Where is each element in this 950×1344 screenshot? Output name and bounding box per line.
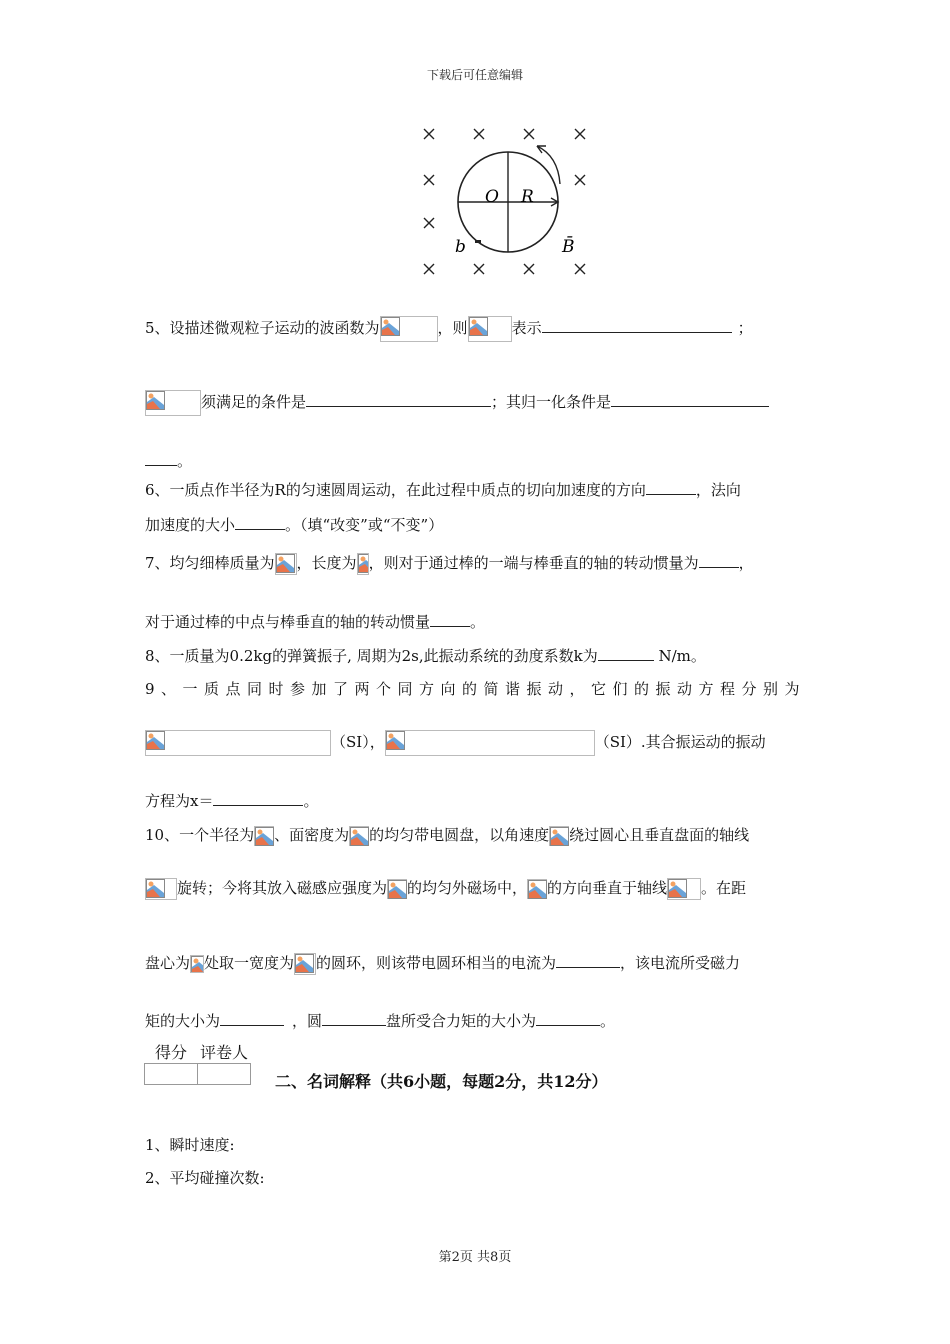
formula-image bbox=[349, 826, 369, 846]
broken-image-icon bbox=[358, 554, 369, 573]
formula-image bbox=[357, 553, 369, 575]
answer-blank[interactable] bbox=[536, 1010, 600, 1026]
broken-image-icon bbox=[386, 731, 405, 750]
q6-line-1: 6、一质点作半径为R的匀速圆周运动，在此过程中质点的切向加速度的方向 ，法向 bbox=[145, 481, 741, 499]
answer-blank[interactable] bbox=[213, 790, 303, 806]
answer-blank[interactable] bbox=[556, 952, 620, 968]
formula-image bbox=[145, 730, 331, 756]
q6-line-2: 加速度的大小 。（填“改变”或“不变”） bbox=[145, 516, 444, 534]
formula-image bbox=[190, 955, 204, 973]
q9-line-3: 方程为x＝ 。 bbox=[145, 792, 319, 810]
answer-blank[interactable] bbox=[598, 645, 654, 661]
score-cell[interactable] bbox=[145, 1064, 198, 1085]
broken-image-icon bbox=[668, 879, 687, 898]
answer-blank[interactable] bbox=[542, 317, 732, 333]
formula-image bbox=[527, 879, 547, 899]
magnetic-field-figure bbox=[410, 120, 600, 280]
answer-blank[interactable] bbox=[646, 479, 696, 495]
formula-image bbox=[387, 879, 407, 899]
term-item: 1、瞬时速度: bbox=[145, 1136, 235, 1154]
formula-image bbox=[380, 316, 438, 342]
broken-image-icon bbox=[146, 879, 165, 898]
q5-line-1: 5、设描述微观粒子运动的波函数为 ，则 表示 ； bbox=[145, 316, 753, 342]
score-header: 得分 bbox=[145, 1040, 198, 1064]
broken-image-icon bbox=[350, 827, 369, 846]
label-B: B̄ bbox=[562, 237, 575, 257]
answer-blank[interactable] bbox=[611, 391, 769, 407]
label-R: R bbox=[521, 187, 534, 207]
label-b: b bbox=[455, 237, 466, 257]
broken-image-icon bbox=[381, 317, 400, 336]
answer-blank[interactable] bbox=[235, 514, 285, 530]
answer-blank[interactable] bbox=[430, 611, 470, 627]
q9-line-2: （SI）， （SI）.其合振运动的振动 bbox=[145, 730, 766, 756]
q5-line-2: 须满足的条件是 ；其归一化条件是 bbox=[145, 390, 769, 416]
q10-line-2: 旋转；今将其放入磁感应强度为 的均匀外磁场中， 的方向垂直于轴线 。在距 bbox=[145, 877, 746, 900]
broken-image-icon bbox=[550, 827, 569, 846]
page-footer: 第2页 共8页 bbox=[438, 1250, 512, 1265]
answer-blank[interactable] bbox=[145, 450, 177, 466]
grader-cell[interactable] bbox=[198, 1064, 251, 1085]
term-item: 2、平均碰撞次数: bbox=[145, 1169, 265, 1187]
formula-image bbox=[468, 316, 512, 342]
formula-image bbox=[254, 826, 274, 846]
formula-image bbox=[667, 878, 701, 900]
formula-image bbox=[275, 553, 297, 575]
q7-line-2: 对于通过棒的中点与棒垂直的轴的转动惯量 。 bbox=[145, 613, 486, 631]
q9-line-1: 9、一质点同时参加了两个同方向的简谐振动，它们的振动方程分别为 bbox=[145, 680, 807, 698]
broken-image-icon bbox=[388, 880, 407, 899]
q10-line-3: 盘心为 处取一宽度为 的圆环，则该带电圆环相当的电流为 ，该电流所受磁力 bbox=[145, 952, 740, 975]
grader-header: 评卷人 bbox=[198, 1040, 251, 1064]
q7-line-1: 7、均匀细棒质量为 ，长度为 ，则对于通过棒的一端与棒垂直的轴的转动惯量为 ， bbox=[145, 552, 754, 575]
section-title: 二、名词解释（共6小题，每题2分，共12分） bbox=[275, 1072, 608, 1091]
label-O: O bbox=[485, 187, 499, 207]
answer-blank[interactable] bbox=[306, 391, 491, 407]
answer-blank[interactable] bbox=[220, 1010, 284, 1026]
formula-image bbox=[145, 878, 177, 900]
broken-image-icon bbox=[469, 317, 488, 336]
formula-image bbox=[145, 390, 201, 416]
q10-line-1: 10、一个半径为 、面密度为 的均匀带电圆盘，以角速度 绕过圆心且垂直盘面的轴线 bbox=[145, 826, 750, 844]
formula-image bbox=[549, 826, 569, 846]
score-table bbox=[144, 1040, 251, 1085]
broken-image-icon bbox=[255, 827, 274, 846]
q5-line-3: 。 bbox=[145, 450, 192, 472]
formula-image bbox=[385, 730, 595, 756]
broken-image-icon bbox=[146, 391, 165, 410]
answer-blank[interactable] bbox=[322, 1010, 386, 1026]
broken-image-icon bbox=[146, 731, 165, 750]
formula-image bbox=[294, 953, 316, 975]
answer-blank[interactable] bbox=[699, 552, 739, 568]
broken-image-icon bbox=[191, 956, 204, 973]
q8-line: 8、一质量为0.2kg的弹簧振子, 周期为2s,此振动系统的劲度系数k为 N/m。 bbox=[145, 647, 706, 665]
broken-image-icon bbox=[295, 954, 314, 973]
broken-image-icon bbox=[528, 880, 547, 899]
broken-image-icon bbox=[276, 554, 295, 573]
q10-line-4: 矩的大小为 ，圆 盘所受合力矩的大小为 。 bbox=[145, 1012, 616, 1030]
page-header: 下载后可任意编辑 bbox=[426, 68, 523, 82]
